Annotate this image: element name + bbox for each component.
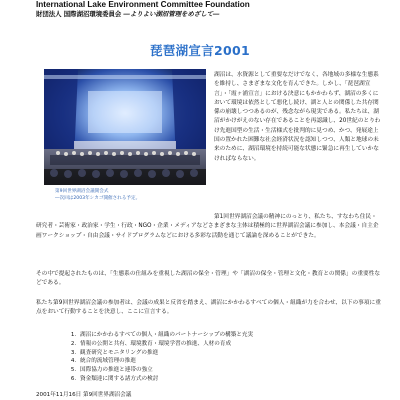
photo-caption: [55, 188, 205, 202]
conference-photo: [44, 69, 206, 185]
header: [36, 0, 250, 19]
org-name-en: International Lake Environment Committee Foundation: [36, 0, 250, 9]
org-slogan: ―よりよい湖沼管理をめざして―: [123, 10, 220, 18]
declaration-date: 2001年11月16日 第9回世界湖沼会議: [36, 392, 132, 398]
org-name-jp-line: [36, 10, 250, 19]
paragraph-issues: その中で提起されたものは、「生態系の仕組みを重視した湖沼の保全・管理」や「湖沼の保全・管理と文化・教育との関係」の重要性などである。: [36, 271, 381, 287]
list-item: 6. 資金類達に関する諸方式の検討: [78, 375, 253, 384]
goals-list: [68, 331, 253, 384]
photo-caption-line2: ―次回は2003年シカゴ開催される予定。: [55, 196, 141, 201]
list-item: 3. 観査研究とモニタリングの推進: [78, 349, 253, 358]
list-item: 4. 統合的流域管理の推進: [78, 357, 253, 366]
list-item: 5. 国際協力の推進と連帯の強立: [78, 366, 253, 375]
list-item: 2. 情報の公開と共有、環境教育・環境学習の推進、人材の育成: [78, 340, 253, 349]
org-name-jp: 財団法人 国際湖沼環境委員会: [36, 10, 122, 18]
paragraph-resolution: 私たち第9回世界湖沼会議の参加者は、会議の成果と反省を踏まえ、湖沼にかかわるすべての個人・組織が力を合わせ、以下の事項に重点をおいて行動することを決意し、ここに宣言する。: [36, 300, 381, 316]
paragraph-conference: 第1回世界湖沼会議の精神にのっとり、私たち、すなわち住民・研究者・芸術家・政治家・学生・行政・NGO・企業・メディアなどさまざまな主体は積極的に世界湖沼会議に参加し、本会議・自主企画ワークショップ・自由会議・サイドプログラムなどにおける多彩な活動を通じて議論を深めることができた。: [36, 214, 379, 239]
page-title: 琵琶湖宣言2001: [150, 43, 250, 58]
paragraph-intro: 湖沼は、水資源として重要なだけでなく、各地域の多様な生態系を維持し、さまざまな文化を育んできた。しかし、「琵琶湖宣言」・「霞ヶ浦宣言」における決意にもかかわらず、湖沼の多くにおいて環境は依然として悪化し続け、湖と人との関係した共存関係の崩壊しつつあるのが、残念ながら現実である。私たちは、湖沼がかけがえのない存在であることを再認識し、20世紀のとりわけ先進国型の生活・生活様式を批判的に見つめ、かつ、発展途上国の置かれた困難な社会経済状況を認知しつつ、人類と地球の未来のために、湖沼環境を持続可能な状態に緊急に再生していかなければならない。: [214, 72, 381, 162]
photo-caption-line1: 第9回世界湖沼会議開会式: [55, 189, 109, 194]
list-item: 1. 湖沼にかかわるすべての個人・組織のパートナーシップの構築と充実: [78, 331, 253, 340]
